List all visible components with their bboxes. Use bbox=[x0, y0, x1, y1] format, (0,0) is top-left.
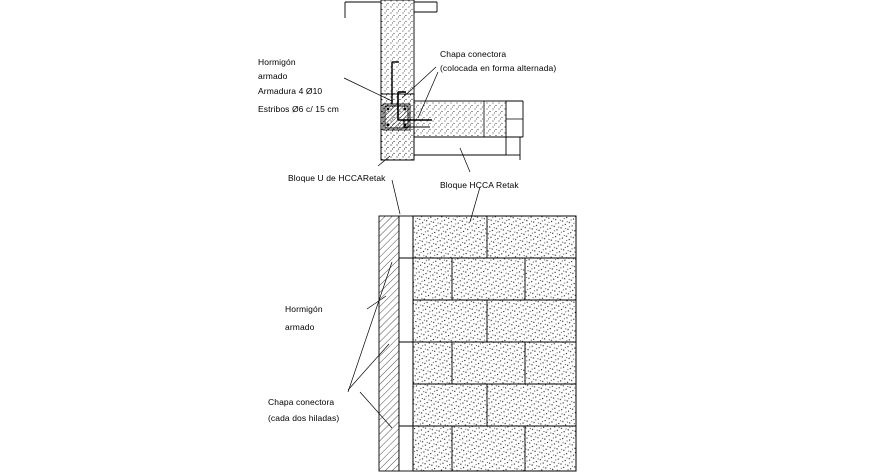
label-chapa-conectora-bottom-2: (cada dos hiladas) bbox=[268, 413, 340, 423]
label-estribos: Estribos Ø6 c/ 15 cm bbox=[258, 104, 339, 114]
label-hormigon-armado-mid-2: armado bbox=[285, 322, 315, 332]
concrete-column bbox=[379, 216, 413, 471]
label-hormigon-armado-top: Hormigón armado bbox=[258, 57, 296, 81]
label-bloque-hcca: Bloque HCCA Retak bbox=[440, 180, 519, 190]
label-chapa-conectora-top: Chapa conectora (colocada en forma alternada) bbox=[440, 49, 557, 73]
bottom-detail-group bbox=[348, 180, 576, 471]
masonry-wall bbox=[413, 216, 576, 471]
label-chapa-conectora-bottom: Chapa conectora bbox=[268, 397, 335, 407]
top-horizontal-block bbox=[414, 101, 523, 160]
label-armadura: Armadura 4 Ø10 bbox=[258, 86, 323, 96]
reinforced-concrete-beam bbox=[383, 104, 410, 130]
label-hormigon-armado-mid: Hormigón bbox=[285, 304, 323, 314]
top-detail-group bbox=[344, 0, 523, 172]
label-bloque-u: Bloque U de HCCARetak bbox=[288, 173, 386, 183]
